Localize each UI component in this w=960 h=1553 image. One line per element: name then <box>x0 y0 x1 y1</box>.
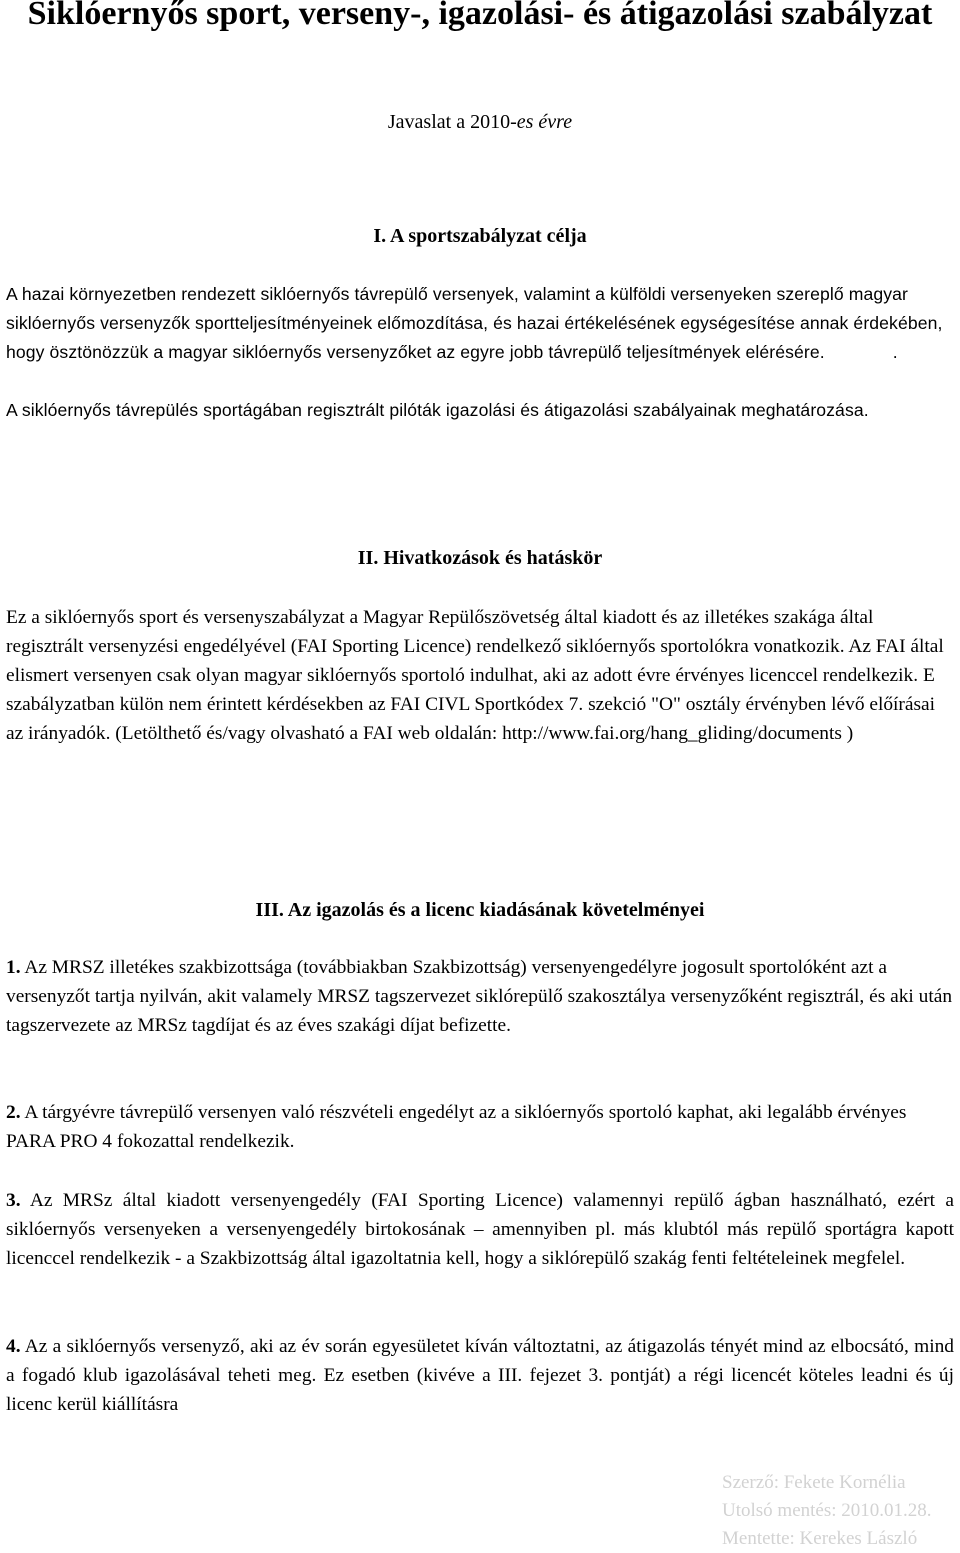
subtitle-italic: es évre <box>516 111 573 133</box>
list-item-3-number: 3. <box>6 1190 21 1211</box>
list-item-1 <box>6 953 954 1040</box>
metadata-author: Szerző: Fekete Kornélia <box>722 1472 906 1493</box>
list-item-4 <box>6 1332 954 1419</box>
section-2-heading: II. Hivatkozások és hatáskör <box>357 547 603 569</box>
list-item-2-text: A tárgyévre távrepülő versenyen való részvételi engedélyt az a siklóernyős sportoló kaphat, aki legalább érvényes PARA PRO 4 fokozattal rendelkezik. <box>6 1102 907 1152</box>
list-item-2 <box>6 1098 954 1156</box>
list-item-1-number: 1. <box>6 957 21 978</box>
list-item-1-text: Az MRSZ illetékes szakbizottsága (továbbiakban Szakbizottság) versenyengedélyre jogosult sportolóként azt a versenyzőt tartja nyilván, akit valamely MRSZ tagszervezet siklórepülő szakosztálya versenyzőként regisztrál, és aki után tagszervezete az MRSz tagdíjat és az éves szakági díjat befizette. <box>6 957 953 1036</box>
section-1-paragraph-1-text: A hazai környezetben rendezett siklóernyős távrepülő versenyek, valamint a külföldi versenyeken szereplő magyar siklóernyős versenyzők sportteljesítményeinek előmozdítása, és hazai értékelésének egységesítése annak érdekében, hogy ösztönözzük a magyar siklóernyős versenyzőket az egyre jobb távrepülő teljesítmények elérésére. <box>6 284 943 362</box>
list-item-2-number: 2. <box>6 1102 21 1123</box>
section-1-paragraph-1 <box>6 280 954 367</box>
list-item-3 <box>6 1186 954 1273</box>
subtitle-main: Javaslat a 2010- <box>387 111 517 133</box>
section-2-paragraph: Ez a siklóernyős sport és versenyszabályzat a Magyar Repülőszövetség által kiadott és az illetékes szakága által regisztrált versenyzési engedélyével (FAI Sporting Licence) rendelkező siklóernyős sportolókra vonatkozik. Az FAI által elismert versenyen csak olyan magyar siklóernyős sportoló indulhat, aki az adott évre érvényes licenccel rendelkezik. E szabályzatban külön nem érintett kérdésekben az FAI CIVL Sportkódex 7. szekció "O" osztály érvényben lévő előírásai az irányadók. (Letölthető és/vagy olvasható a FAI web oldalán: http://www.fai.org/hang_gliding/documents ) <box>6 607 944 744</box>
section-3-heading: III. Az igazolás és a licenc kiadásának követelményei <box>255 899 705 921</box>
list-item-4-number: 4. <box>6 1336 21 1357</box>
list-item-4-text: Az a siklóernyős versenyző, aki az év során egyesületet kíván változtatni, az átigazolás tényét mind az elbocsátó, mind a fogadó klub igazolásával teheti meg. Ez esetben (kivéve a III. fejezet 3. pontját) a régi licencét köteles leadni és új licenc kerül kiállításra <box>6 1336 954 1415</box>
section-1-paragraph-1-tail: . <box>892 342 898 362</box>
list-item-3-text: Az MRSz által kiadott versenyengedély (FAI Sporting Licence) valamennyi repülő ágban használható, ezért a siklóernyős versenyeken a versenyengedély birtokosának – amennyiben pl. más klubtól más repülő sportágra kapott licenccel rendelkezik - a Szakbizottság által igazoltatnia kell, hogy a siklórepülő szakág fenti feltételeinek megfelel. <box>6 1190 954 1269</box>
document-subtitle <box>0 108 960 136</box>
section-1-paragraph-2: A siklóernyős távrepülés sportágában regisztrált pilóták igazolási és átigazolási szabályainak meghatározása. <box>6 400 869 420</box>
metadata-saved-by: Mentette: Kerekes László <box>722 1528 918 1549</box>
document-title: Siklóernyős sport, verseny-, igazolási- és átigazolási szabályzat <box>27 0 933 32</box>
metadata-last-saved: Utolsó mentés: 2010.01.28. <box>722 1500 932 1521</box>
section-1-heading: I. A sportszabályzat célja <box>373 225 587 247</box>
